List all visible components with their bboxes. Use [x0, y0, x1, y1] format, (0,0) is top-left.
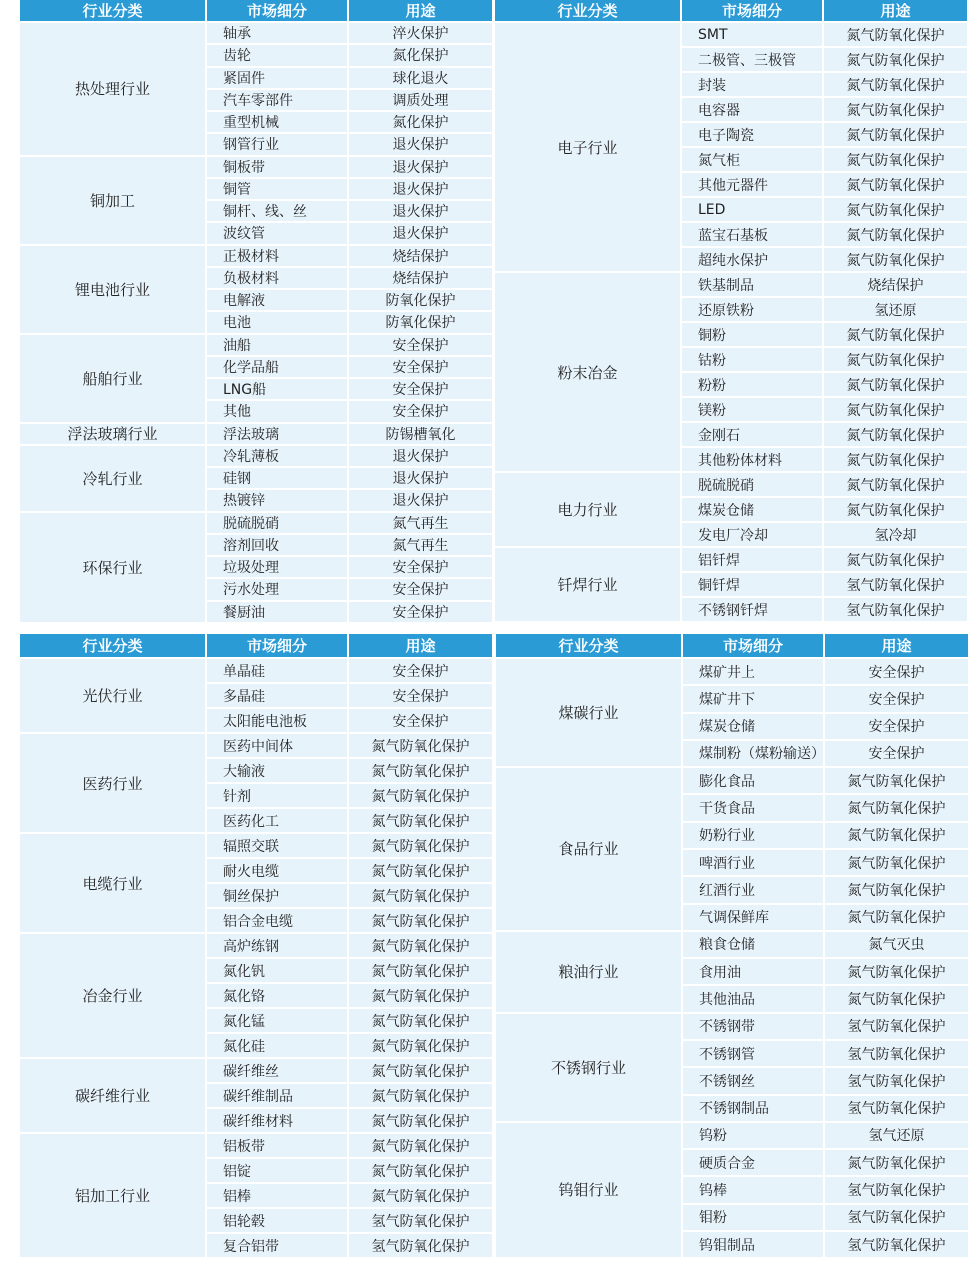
usage-cell: 安全保护: [349, 659, 492, 682]
header-category: 行业分类: [496, 634, 681, 657]
usage-cell: 氮化保护: [349, 112, 492, 132]
usage-cell: 安全保护: [349, 709, 492, 732]
market-segment-cell: 重型机械: [207, 112, 347, 132]
market-segment-cell: 钨粉: [683, 1123, 823, 1148]
header-usage: 用途: [825, 634, 968, 657]
market-segment-cell: 碳纤维制品: [207, 1084, 347, 1107]
market-segment-cell: LED: [682, 198, 822, 221]
industry-category-cell: 钎焊行业: [495, 548, 680, 621]
market-segment-cell: 钢管行业: [207, 134, 347, 154]
usage-cell: 氢气防氧化保护: [825, 1177, 968, 1202]
industry-category-cell: 冶金行业: [20, 934, 205, 1057]
usage-cell: 氮气防氧化保护: [824, 198, 967, 221]
usage-cell: 氮气防氧化保护: [349, 734, 492, 757]
usage-cell: 氮气再生: [349, 513, 492, 533]
usage-cell: 安全保护: [349, 401, 492, 421]
market-segment-cell: 铜板带: [207, 157, 347, 177]
market-segment-cell: 铜粉: [682, 323, 822, 346]
market-segment-cell: 脱硫脱硝: [207, 513, 347, 533]
market-segment-cell: 碳纤维材料: [207, 1109, 347, 1132]
usage-cell: 氮气防氧化保护: [824, 348, 967, 371]
market-segment-cell: 电池: [207, 312, 347, 332]
market-segment-cell: 铁基制品: [682, 273, 822, 296]
market-segment-cell: 不锈钢管: [683, 1041, 823, 1066]
market-segment-cell: LNG船: [207, 379, 347, 399]
usage-cell: 氮气防氧化保护: [825, 850, 968, 875]
market-segment-cell: 膨化食品: [683, 768, 823, 793]
usage-cell: 淬火保护: [349, 23, 492, 43]
industry-category-cell: 粉末冶金: [495, 273, 680, 471]
industry-category-cell: 锂电池行业: [20, 246, 205, 333]
industry-category-cell: 电子行业: [495, 23, 680, 271]
market-segment-cell: 铜管: [207, 179, 347, 199]
header-segment: 市场细分: [207, 634, 347, 657]
usage-cell: 氮气防氧化保护: [824, 123, 967, 146]
market-segment-cell: 正极材料: [207, 246, 347, 266]
usage-cell: 氢气防氧化保护: [349, 1209, 492, 1232]
market-segment-cell: 电子陶瓷: [682, 123, 822, 146]
usage-cell: 安全保护: [349, 684, 492, 707]
usage-cell: 退火保护: [349, 468, 492, 488]
market-segment-cell: 铜钎焊: [682, 573, 822, 596]
usage-cell: 氮气防氧化保护: [349, 1034, 492, 1057]
usage-cell: 氮气防氧化保护: [825, 768, 968, 793]
market-segment-cell: 啤酒行业: [683, 850, 823, 875]
usage-cell: 氮气防氧化保护: [824, 473, 967, 496]
market-segment-cell: 钨钼制品: [683, 1232, 823, 1257]
usage-cell: 氮气防氧化保护: [349, 1134, 492, 1157]
market-segment-cell: 太阳能电池板: [207, 709, 347, 732]
usage-cell: 氢气防氧化保护: [825, 1041, 968, 1066]
market-segment-cell: 其他油品: [683, 986, 823, 1011]
table-coal-panel: [496, 634, 968, 1257]
usage-cell: 安全保护: [825, 686, 968, 711]
usage-cell: 氮气防氧化保护: [825, 905, 968, 930]
usage-cell: 氮气防氧化保护: [824, 23, 967, 46]
market-segment-cell: 不锈钢丝: [683, 1068, 823, 1093]
usage-cell: 安全保护: [349, 579, 492, 599]
market-segment-cell: 氮化钒: [207, 959, 347, 982]
market-segment-cell: 辐照交联: [207, 834, 347, 857]
usage-cell: 氢气还原: [825, 1123, 968, 1148]
market-segment-cell: 油船: [207, 335, 347, 355]
market-segment-cell: 其他粉体材料: [682, 448, 822, 471]
market-segment-cell: 餐厨油: [207, 602, 347, 622]
usage-cell: 氮气灭虫: [825, 932, 968, 957]
market-segment-cell: 煤炭仓储: [682, 498, 822, 521]
market-segment-cell: 不锈钢制品: [683, 1096, 823, 1121]
usage-cell: 安全保护: [349, 379, 492, 399]
usage-cell: 氢气防氧化保护: [824, 573, 967, 596]
usage-cell: 氮气防氧化保护: [349, 1059, 492, 1082]
market-segment-cell: 浮法玻璃: [207, 424, 347, 444]
usage-cell: 安全保护: [349, 335, 492, 355]
usage-cell: 氢气防氧化保护: [825, 1014, 968, 1039]
industry-category-cell: 船舶行业: [20, 335, 205, 422]
market-segment-cell: 红酒行业: [683, 877, 823, 902]
usage-cell: 氮气防氧化保护: [825, 877, 968, 902]
market-segment-cell: 粉粉: [682, 373, 822, 396]
market-segment-cell: 热镀锌: [207, 490, 347, 510]
market-segment-cell: 煤矿井上: [683, 659, 823, 684]
market-segment-cell: 氮化铬: [207, 984, 347, 1007]
industry-category-cell: 电力行业: [495, 473, 680, 546]
market-segment-cell: 轴承: [207, 23, 347, 43]
usage-cell: 氮气防氧化保护: [824, 98, 967, 121]
market-segment-cell: 垃圾处理: [207, 557, 347, 577]
market-segment-cell: 煤炭仓储: [683, 714, 823, 739]
usage-cell: 氮气防氧化保护: [824, 448, 967, 471]
market-segment-cell: 氮气柜: [682, 148, 822, 171]
market-segment-cell: 针剂: [207, 784, 347, 807]
usage-cell: 氮气防氧化保护: [349, 934, 492, 957]
market-segment-cell: 还原铁粉: [682, 298, 822, 321]
market-segment-cell: 钨棒: [683, 1177, 823, 1202]
market-segment-cell: 单晶硅: [207, 659, 347, 682]
market-segment-cell: 医药化工: [207, 809, 347, 832]
market-segment-cell: 蓝宝石基板: [682, 223, 822, 246]
usage-cell: 退火保护: [349, 446, 492, 466]
header-category: 行业分类: [495, 0, 680, 21]
market-segment-cell: 煤矿井下: [683, 686, 823, 711]
industry-category-cell: 食品行业: [496, 768, 681, 930]
market-segment-cell: 溶剂回收: [207, 535, 347, 555]
market-segment-cell: 奶粉行业: [683, 823, 823, 848]
industry-category-cell: 电缆行业: [20, 834, 205, 932]
industry-category-cell: 冷轧行业: [20, 446, 205, 511]
usage-cell: 氢气防氧化保护: [825, 1205, 968, 1230]
market-segment-cell: 电解液: [207, 290, 347, 310]
market-segment-cell: 高炉练钢: [207, 934, 347, 957]
usage-cell: 氮气再生: [349, 535, 492, 555]
usage-cell: 氮气防氧化保护: [825, 823, 968, 848]
market-segment-cell: 铝锭: [207, 1159, 347, 1182]
market-segment-cell: 钴粉: [682, 348, 822, 371]
industry-category-cell: 铜加工: [20, 157, 205, 244]
usage-cell: 氮气防氧化保护: [824, 223, 967, 246]
usage-cell: 烧结保护: [349, 246, 492, 266]
usage-cell: 退火保护: [349, 179, 492, 199]
usage-cell: 氮气防氧化保护: [824, 423, 967, 446]
market-segment-cell: 氮化锰: [207, 1009, 347, 1032]
market-segment-cell: 镁粉: [682, 398, 822, 421]
usage-cell: 安全保护: [825, 741, 968, 766]
market-segment-cell: 封装: [682, 73, 822, 96]
usage-cell: 氮气防氧化保护: [824, 173, 967, 196]
market-segment-cell: 多晶硅: [207, 684, 347, 707]
market-segment-cell: 铝板带: [207, 1134, 347, 1157]
usage-cell: 氮气防氧化保护: [825, 986, 968, 1011]
market-segment-cell: 其他: [207, 401, 347, 421]
market-segment-cell: 粮食仓储: [683, 932, 823, 957]
industry-category-cell: 环保行业: [20, 513, 205, 622]
usage-cell: 退火保护: [349, 157, 492, 177]
market-segment-cell: SMT: [682, 23, 822, 46]
market-segment-cell: 电容器: [682, 98, 822, 121]
usage-cell: 氢冷却: [824, 523, 967, 546]
industry-category-cell: 钨钼行业: [496, 1123, 681, 1257]
usage-cell: 防锡槽氧化: [349, 424, 492, 444]
usage-cell: 氮气防氧化保护: [349, 759, 492, 782]
usage-cell: 氮气防氧化保护: [824, 73, 967, 96]
usage-cell: 氢气防氧化保护: [825, 1232, 968, 1257]
market-segment-cell: 超纯水保护: [682, 248, 822, 271]
usage-cell: 氮气防氧化保护: [825, 959, 968, 984]
usage-cell: 氮气防氧化保护: [825, 1150, 968, 1175]
market-segment-cell: 二极管、三极管: [682, 48, 822, 71]
market-segment-cell: 紧固件: [207, 68, 347, 88]
usage-cell: 氢气防氧化保护: [825, 1096, 968, 1121]
usage-cell: 氮气防氧化保护: [824, 48, 967, 71]
market-segment-cell: 汽车零部件: [207, 90, 347, 110]
market-segment-cell: 铝钎焊: [682, 548, 822, 571]
usage-cell: 氮气防氧化保护: [349, 1159, 492, 1182]
industry-category-cell: 煤碳行业: [496, 659, 681, 766]
market-segment-cell: 化学品船: [207, 357, 347, 377]
usage-cell: 氮气防氧化保护: [349, 809, 492, 832]
market-segment-cell: 气调保鲜库: [683, 905, 823, 930]
usage-cell: 安全保护: [349, 357, 492, 377]
usage-cell: 氮气防氧化保护: [824, 548, 967, 571]
usage-cell: 退火保护: [349, 201, 492, 221]
table-photovoltaic-panel: [20, 634, 492, 1257]
market-segment-cell: 金刚石: [682, 423, 822, 446]
usage-cell: 氮气防氧化保护: [824, 498, 967, 521]
market-segment-cell: 铝合金电缆: [207, 909, 347, 932]
industry-category-cell: 铝加工行业: [20, 1134, 205, 1257]
usage-cell: 氮气防氧化保护: [825, 795, 968, 820]
market-segment-cell: 硅钢: [207, 468, 347, 488]
usage-cell: 氮气防氧化保护: [349, 959, 492, 982]
market-segment-cell: 氮化硅: [207, 1034, 347, 1057]
usage-cell: 氮气防氧化保护: [349, 859, 492, 882]
usage-cell: 安全保护: [825, 659, 968, 684]
usage-cell: 氮化保护: [349, 45, 492, 65]
header-segment: 市场细分: [207, 0, 347, 21]
industry-category-cell: 碳纤维行业: [20, 1059, 205, 1132]
usage-cell: 氮气防氧化保护: [824, 248, 967, 271]
industry-category-cell: 粮油行业: [496, 932, 681, 1012]
market-segment-cell: 铝轮毂: [207, 1209, 347, 1232]
usage-cell: 氮气防氧化保护: [824, 373, 967, 396]
usage-cell: 烧结保护: [349, 268, 492, 288]
market-segment-cell: 齿轮: [207, 45, 347, 65]
usage-cell: 球化退火: [349, 68, 492, 88]
market-segment-cell: 大输液: [207, 759, 347, 782]
usage-cell: 氮气防氧化保护: [349, 1109, 492, 1132]
header-category: 行业分类: [20, 0, 205, 21]
usage-cell: 氮气防氧化保护: [349, 1009, 492, 1032]
market-segment-cell: 铜杆、线、丝: [207, 201, 347, 221]
usage-cell: 安全保护: [825, 714, 968, 739]
market-segment-cell: 脱硫脱硝: [682, 473, 822, 496]
usage-cell: 氮气防氧化保护: [349, 1084, 492, 1107]
usage-cell: 防氧化保护: [349, 290, 492, 310]
industry-category-cell: 不锈钢行业: [496, 1014, 681, 1121]
usage-cell: 氢还原: [824, 298, 967, 321]
header-segment: 市场细分: [682, 0, 822, 21]
market-segment-cell: 不锈钢钎焊: [682, 598, 822, 621]
usage-cell: 烧结保护: [824, 273, 967, 296]
market-segment-cell: 不锈钢带: [683, 1014, 823, 1039]
header-usage: 用途: [349, 0, 492, 21]
market-segment-cell: 食用油: [683, 959, 823, 984]
usage-cell: 安全保护: [349, 557, 492, 577]
industry-category-cell: 热处理行业: [20, 23, 205, 155]
usage-cell: 氮气防氧化保护: [824, 148, 967, 171]
usage-cell: 氮气防氧化保护: [349, 784, 492, 807]
market-segment-cell: 负极材料: [207, 268, 347, 288]
market-segment-cell: 发电厂冷却: [682, 523, 822, 546]
usage-cell: 氢气防氧化保护: [349, 1234, 492, 1257]
header-usage: 用途: [349, 634, 492, 657]
market-segment-cell: 波纹管: [207, 223, 347, 243]
market-segment-cell: 钼粉: [683, 1205, 823, 1230]
usage-cell: 退火保护: [349, 490, 492, 510]
usage-cell: 氮气防氧化保护: [349, 909, 492, 932]
usage-cell: 氮气防氧化保护: [349, 834, 492, 857]
market-segment-cell: 铝棒: [207, 1184, 347, 1207]
table-heat-treatment-panel: [20, 0, 492, 622]
header-category: 行业分类: [20, 634, 205, 657]
industry-category-cell: 医药行业: [20, 734, 205, 832]
usage-cell: 氮气防氧化保护: [824, 323, 967, 346]
usage-cell: 退火保护: [349, 223, 492, 243]
market-segment-cell: 复合铝带: [207, 1234, 347, 1257]
usage-cell: 氮气防氧化保护: [349, 1184, 492, 1207]
usage-cell: 氮气防氧化保护: [349, 984, 492, 1007]
market-segment-cell: 硬质合金: [683, 1150, 823, 1175]
usage-cell: 氮气防氧化保护: [349, 884, 492, 907]
market-segment-cell: 铜丝保护: [207, 884, 347, 907]
header-usage: 用途: [824, 0, 967, 21]
header-segment: 市场细分: [683, 634, 823, 657]
usage-cell: 氢气防氧化保护: [824, 598, 967, 621]
usage-cell: 防氧化保护: [349, 312, 492, 332]
market-segment-cell: 医药中间体: [207, 734, 347, 757]
market-segment-cell: 其他元器件: [682, 173, 822, 196]
usage-cell: 安全保护: [349, 602, 492, 622]
market-segment-cell: 干货食品: [683, 795, 823, 820]
usage-cell: 调质处理: [349, 90, 492, 110]
usage-cell: 氮气防氧化保护: [824, 398, 967, 421]
market-segment-cell: 碳纤维丝: [207, 1059, 347, 1082]
table-electronics-panel: [495, 0, 967, 621]
usage-cell: 退火保护: [349, 134, 492, 154]
industry-category-cell: 光伏行业: [20, 659, 205, 732]
usage-cell: 氢气防氧化保护: [825, 1068, 968, 1093]
market-segment-cell: 冷轧薄板: [207, 446, 347, 466]
market-segment-cell: 煤制粉（煤粉输送）: [683, 741, 823, 766]
market-segment-cell: 耐火电缆: [207, 859, 347, 882]
industry-category-cell: 浮法玻璃行业: [20, 424, 205, 444]
market-segment-cell: 污水处理: [207, 579, 347, 599]
